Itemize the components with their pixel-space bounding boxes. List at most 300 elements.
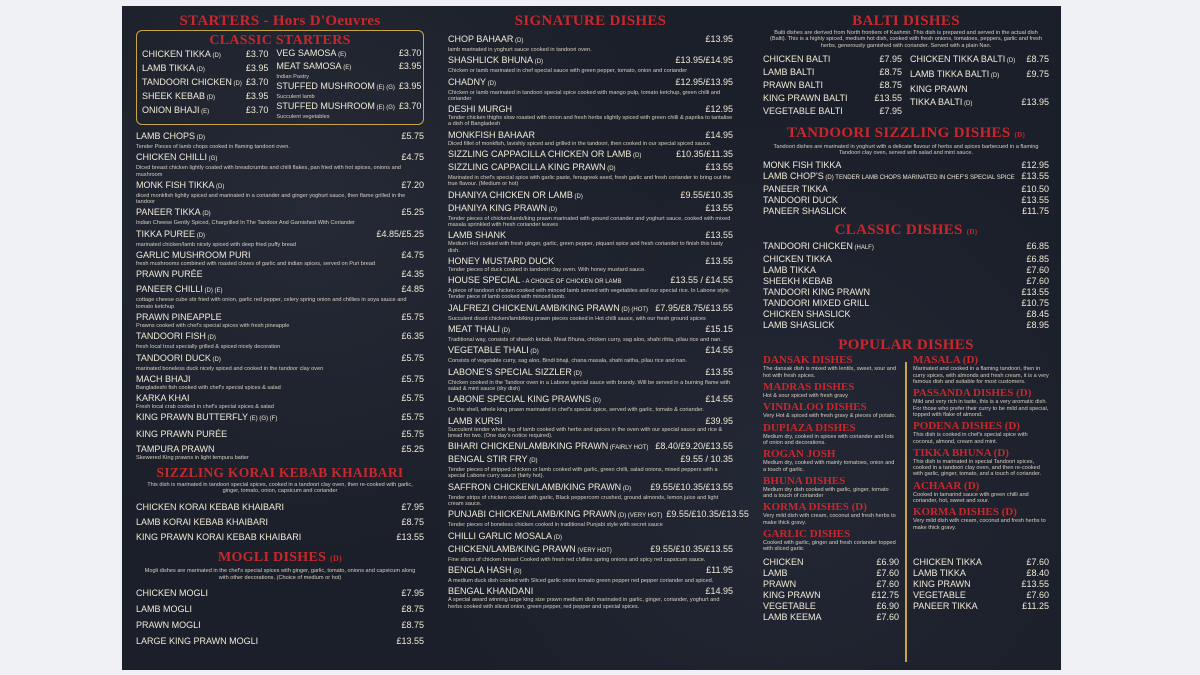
menu-item-name: STUFFED MUSHROOM (E) (G) xyxy=(276,81,395,91)
menu-item-desc: Medium Hot cooked with fresh ginger, garlic, green pepper, piquant spice and fresh coriander to finish this tasty dish. xyxy=(448,241,723,254)
menu-item-price: £8.45 xyxy=(1026,309,1049,320)
popular-dish-desc: This dish is marinated in special Tandoori spices, cooked in a tandoori clay oven, and then re-cooked with garlic, ginger, tomato, and a touch of coriander. xyxy=(913,458,1042,478)
menu-item-price: £12.75 xyxy=(871,589,899,600)
mogli-intro: Mogli dishes are marinated in the chef's special spices with ginger, garlic, tomato, onions and capsicum along with other decorations. (Choice of medium or hot) xyxy=(144,568,416,581)
menu-item-tag: (D) xyxy=(513,38,524,44)
classic-starters-left xyxy=(142,48,268,121)
menu-item-price: £12.95/£13.95 xyxy=(675,76,733,87)
menu-item-price: £12.95 xyxy=(705,104,733,115)
menu-item xyxy=(763,92,902,105)
menu-item xyxy=(136,152,424,165)
popular-dish-desc: Hot & sour spiced with fresh gravy xyxy=(763,393,848,400)
classic-starters-title: CLASSIC STARTERS xyxy=(209,33,351,48)
popular-dish-desc: The dansak dish is mixed with lentils, sweet, sour and hot with fresh spices. xyxy=(763,366,897,379)
popular-dish-desc: Very Hot & spiced with fresh gravy & pieces of potato. xyxy=(763,413,897,420)
menu-item-price: £6.90 xyxy=(876,600,899,611)
menu-item-price: £9.75 xyxy=(1026,68,1049,79)
menu-item-price: £13.95 xyxy=(705,34,733,44)
menu-item xyxy=(763,287,1049,298)
popular-dish-title: PASSANDA DISHES (D) xyxy=(913,387,1032,400)
menu-item-name: MONKFISH BAHAAR xyxy=(448,129,536,140)
menu-item-tag: (E) xyxy=(341,65,352,71)
classic-starters-right xyxy=(276,48,421,121)
menu-item xyxy=(448,55,733,68)
popular-right xyxy=(913,354,1049,554)
popular-dish-desc: Marinated and cooked in a flaming tandoori, then in curry spices, with almonds and fresh cream, it is a very famous dish and suitable for most customers. xyxy=(913,366,1049,386)
menu-item-tag: (D) xyxy=(621,485,632,492)
menu-item xyxy=(763,298,1049,309)
menu-item-tag: (D) xyxy=(527,458,538,465)
menu-item-name: TIKKA PUREE (D) xyxy=(136,228,206,239)
menu-item-tag: (E) xyxy=(199,109,210,115)
menu-item-name: LAMB CHOP'S (D) TENDER LAMB CHOPS MARINATED IN CHEF'S SPECIAL SPICE xyxy=(763,171,1015,182)
menu-item-price: £14.55 xyxy=(705,394,733,405)
popular-dish-title: ROGAN JOSH xyxy=(763,448,836,461)
menu-item-price: £12.95 xyxy=(1021,160,1049,171)
menu-item-desc: Traditional way, consists of sheekh kebab, Meat Bhuna, chicken curry, sag aloo, shahi rihta, pilau rice and nan. xyxy=(448,337,722,344)
menu-item-price: £8.75 xyxy=(879,79,902,90)
menu-item-price xyxy=(1045,83,1049,96)
menu-item xyxy=(448,275,733,288)
menu-item-tag: (D) xyxy=(590,398,601,405)
menu-item-price: £13.55 / £14.55 xyxy=(670,275,733,286)
menu-item-price: £6.90 xyxy=(876,556,899,567)
menu-item-name: KARKA KHAI xyxy=(136,393,190,404)
menu-item-name: CHICKEN SHASLICK xyxy=(763,309,851,320)
menu-item-name: LAMB TIKKA xyxy=(913,567,966,578)
menu-item xyxy=(136,412,424,425)
menu-item xyxy=(910,83,1049,96)
menu-item-desc: Tender Pieces of lamb chops cooked in flaming tandoori oven. xyxy=(136,144,290,150)
menu-item-tag: (D) xyxy=(194,67,205,73)
menu-item xyxy=(763,160,1049,171)
menu-item-price: £8.75 xyxy=(401,517,424,528)
menu-item-tag: (D) xyxy=(572,193,583,200)
menu-item-price: £3.70 xyxy=(398,101,422,111)
sizzling-korai-title: SIZZLING KORAI KEBAB KHAIBARI xyxy=(156,464,404,480)
popular-dish-desc: Medium dry dish cooked with garlic, ginger, tomato and a touch of coriander xyxy=(763,486,889,500)
menu-item xyxy=(763,265,1049,276)
popular-dish-title: BHUNA DISHES xyxy=(763,474,846,487)
menu-item xyxy=(448,544,733,557)
menu-item xyxy=(136,284,424,297)
menu-item xyxy=(763,557,899,568)
menu-item-tag: (D) xyxy=(528,349,539,356)
menu-item-name: LAMB TIKKA BALTI (D) xyxy=(910,68,1000,79)
menu-item-tag: (E) (G) xyxy=(374,85,395,91)
menu-item-name: CHICKEN TIKKA (D) xyxy=(142,49,221,59)
menu-item-price: £9.55/£10.35/£13.55 xyxy=(666,509,749,520)
tandoori-sizzling-title: TANDOORI SIZZLING DISHES (D) xyxy=(786,124,1026,141)
menu-item xyxy=(448,34,733,47)
menu-item-tag: (E) (G) xyxy=(374,105,395,111)
menu-item xyxy=(448,454,733,467)
signature-list xyxy=(448,34,749,610)
menu-item xyxy=(763,105,902,118)
menu-item-price: £7.60 xyxy=(1026,265,1049,276)
menu-item-price xyxy=(729,531,733,544)
menu-item-desc: Tender chicken thighs slow roasted with onion and fresh herbs slightly spiced with green chilli & paprika to tantalise a dish of Bangladesh xyxy=(448,115,733,128)
menu-item-tag: (D) xyxy=(500,328,511,335)
menu-item-price: £7.95 xyxy=(401,587,424,598)
menu-item-tag: (D) xyxy=(547,206,558,213)
menu-item-name: KING PRAWN KORAI KEBAB KHAIBARI xyxy=(136,532,302,543)
popular-left xyxy=(763,354,899,554)
menu-item-desc: Fresh local crab cooked in chef's special spices & salad xyxy=(136,404,274,411)
menu-item-name: LAMB xyxy=(763,567,788,578)
menu-item xyxy=(763,53,902,66)
popular-dish-desc: Very mild dish with cream, coconut and fresh herbs to make thick gravy. xyxy=(763,513,896,526)
menu-item-tag: (D) xyxy=(1005,57,1016,64)
menu-item-name: VEGETABLE xyxy=(763,600,816,611)
menu-item xyxy=(448,162,733,175)
menu-item-desc: Tender pieces of chicken/lamb/king prawn marinated with ground coriander and yoghurt sauce, cooked with mixed masala sprinkled with fresh coriander leaves xyxy=(448,215,731,228)
menu-item-desc: Indian Cheese Gently Spiced, Chargrilled In The Tandoor And Garnished With Coriander xyxy=(136,220,356,227)
balti-title: BALTI DISHES xyxy=(852,13,960,29)
menu-item-desc: lamb marinated in yoghurt sauce cooked in tandoori oven. xyxy=(448,47,592,53)
menu-item-price: £7.60 xyxy=(876,578,899,589)
menu-item-name: MONK FISH TIKKA xyxy=(763,160,842,171)
menu-item-name: KING PRAWN xyxy=(763,589,821,600)
menu-item xyxy=(763,601,899,612)
menu-item xyxy=(448,104,733,115)
menu-item xyxy=(913,590,1049,601)
menu-item xyxy=(763,79,902,92)
menu-item xyxy=(136,393,424,404)
menu-item-price: £5.75 xyxy=(401,352,424,363)
menu-item-name: PANEER TIKKA xyxy=(763,184,828,195)
menu-item-price: £5.75 xyxy=(401,412,424,423)
menu-item xyxy=(763,66,902,79)
menu-item-name: CHICKEN TIKKA BALTI (D) xyxy=(910,53,1016,64)
menu-item-name: SHEEKH KEBAB xyxy=(763,276,833,287)
menu-item xyxy=(276,101,421,114)
popular-dish-desc: Medium dry, cooked in spices with coriander and lots of onion and decorations. xyxy=(763,433,894,446)
column-signature xyxy=(448,12,749,612)
menu-item-price: £7.60 xyxy=(1026,276,1049,287)
menu-item-price: £14.95 xyxy=(705,586,733,597)
menu-item-name: TAMPURA PRAWN xyxy=(136,444,215,455)
menu-item-price: £13.55 xyxy=(396,635,424,646)
menu-item-price: £11.25 xyxy=(1022,600,1049,611)
popular-dish-desc: This dish is cooked in chef's special spice with coconut, almond, cream and mint. xyxy=(913,432,1028,445)
menu-item-price: £13.55 xyxy=(705,230,733,241)
menu-item xyxy=(136,617,424,633)
menu-item-desc: fresh local trout specially grilled & spiced nicely decoration xyxy=(136,344,281,351)
popular-dish-title: KORMA DISHES (D) xyxy=(913,506,1017,519)
menu-item-tag: (D) (HOT) xyxy=(619,306,649,313)
menu-item xyxy=(763,206,1049,217)
menu-item-name: LABONE SPECIAL KING PRAWNS (D) xyxy=(448,394,601,405)
menu-item-tag: (E) xyxy=(336,52,347,58)
menu-item-name: TANDOORI MIXED GRILL xyxy=(763,298,870,309)
menu-item-name: BIHARI CHICKEN/LAMB/KING PRAWN (FAIRLY HOT) xyxy=(448,441,649,452)
menu-item-desc: Tender pieces of duck cooked in tandoori clay oven. With honey mustard sauce. xyxy=(448,266,646,273)
menu-item xyxy=(448,586,733,597)
menu-item xyxy=(448,149,733,162)
menu-item xyxy=(136,633,424,649)
menu-item xyxy=(448,203,733,216)
menu-item-price: £7.20 xyxy=(401,179,424,190)
menu-item xyxy=(276,81,421,94)
menu-item xyxy=(136,530,424,545)
menu-item-desc: Chicken cooked in the Tandoor oven in a Labone special sauce with brandy. Will be served in a burning flame with salad & mint sauce (dry dish) xyxy=(448,379,731,392)
popular-dish-desc: Cooked in tamarind sauce with green chilli and coriander, hot, sweet and sour. xyxy=(913,491,1029,505)
menu-item-tag: (D) (VERY HOT) xyxy=(616,513,663,520)
menu-item-desc: marinated chicken/lamb nicely spiced with deep fried puffy bread xyxy=(136,241,297,248)
mogli-list xyxy=(136,585,424,649)
menu-item-price: £5.75 xyxy=(401,393,424,404)
menu-item-price: £8.75 xyxy=(401,619,424,630)
menu-item-name: SIZZLING CAPPACILLA KING PRAWN (D) xyxy=(448,162,616,173)
menu-item-desc: Succulent lamb xyxy=(276,94,315,100)
menu-item-price: £6.35 xyxy=(401,331,424,342)
menu-item-price: £9.55 / 10.35 xyxy=(680,454,733,465)
menu-item xyxy=(136,585,424,601)
menu-item-price: £14.95 xyxy=(705,129,733,140)
menu-item-name: CHICKEN TIKKA xyxy=(763,254,832,265)
menu-item-name: LAMB SHANK xyxy=(448,230,507,241)
classic-dishes-title: CLASSIC DISHES (D) xyxy=(834,222,978,239)
menu-item-price: £3.70 xyxy=(245,49,269,59)
menu-item-desc: Diced breast chicken lightly coated with breadcrumbs and chilli flakes, pan fried with hot spices, onions and mushroom xyxy=(136,165,401,178)
menu-item xyxy=(276,48,421,61)
classic-starters-box xyxy=(136,30,424,125)
menu-item xyxy=(448,230,733,241)
menu-item-name: BENGAL STIR FRY (D) xyxy=(448,454,538,465)
menu-item-price: £8.75 xyxy=(879,66,902,77)
menu-item-name: PANEER CHILLI (D) (E) xyxy=(136,284,223,295)
menu-item-tag: - A CHOICE OF CHICKEN OR LAMB xyxy=(520,279,622,286)
menu-item xyxy=(448,345,733,358)
popular-dish-title: DUPIAZA DISHES xyxy=(763,421,856,434)
menu-item-price: £7.60 xyxy=(876,611,899,622)
menu-item-tag: (D) xyxy=(210,53,221,59)
menu-item-price: £13.55 xyxy=(1021,195,1049,206)
menu-item-price: £13.55 xyxy=(705,366,733,377)
menu-item xyxy=(136,515,424,530)
korai-list xyxy=(136,500,424,545)
menu-item xyxy=(763,241,1049,254)
menu-item-desc: Chicken or lamb marinated in tandoori special spice cooked with mango pulp, tomato ketchup, green chilli and coriander xyxy=(448,89,721,102)
popular-divider xyxy=(905,362,907,662)
menu-item xyxy=(448,303,733,316)
menu-item-desc: Prawns cooked with chef's special spices with fresh pineapple xyxy=(136,322,290,329)
balti-left xyxy=(763,53,902,118)
menu-item-price: £7.60 xyxy=(1026,589,1049,600)
menu-item-name: KING PRAWN BALTI xyxy=(763,92,848,103)
menu-item xyxy=(763,254,1049,265)
menu-item-price: £14.55 xyxy=(705,345,733,356)
menu-item xyxy=(763,184,1049,195)
balti-right xyxy=(910,53,1049,118)
popular-dish-desc: Mild and very rich in taste, this is a very aromatic dish. For those who prefer their curry to be mild and special, topped with flake of almond. xyxy=(913,399,1049,418)
menu-item-desc: Indian Pastry xyxy=(276,74,310,80)
menu-item-name: HOUSE SPECIAL - A CHOICE OF CHICKEN OR LAMB xyxy=(448,275,622,286)
menu-item-name: KING PRAWN xyxy=(913,578,971,589)
menu-item xyxy=(763,568,899,579)
menu-item-name: CHOP BAHAAR (D) xyxy=(448,34,524,44)
menu-item-tag: (G) xyxy=(207,156,218,163)
menu-item-name: CHICKEN xyxy=(763,556,804,567)
menu-item xyxy=(763,171,1049,184)
starters-title: STARTERS - Hors D'Oeuvres xyxy=(179,13,381,29)
menu-item-desc: diced monkfish lightly spiced and marinated in a coriander and ginger yoghurt sauce, then flame grilled in the tandoor xyxy=(136,192,406,206)
menu-item-name: KING PRAWN BUTTERFLY (E) (G) (F) xyxy=(136,412,278,423)
menu-item-name: TANDOORI DUCK xyxy=(763,195,838,206)
mogli-title: MOGLI DISHES (D) xyxy=(217,550,343,566)
menu-item-name: LAMB KURSI xyxy=(448,415,503,426)
menu-item-name: SIZZLING CAPPACILLA CHICKEN OR LAMB (D) xyxy=(448,149,642,160)
menu-item xyxy=(142,62,268,76)
menu-item-name: SHEEK KEBAB (D) xyxy=(142,91,216,101)
menu-item-tag: (D) xyxy=(195,232,206,239)
menu-item-price: £13.55 xyxy=(1021,287,1049,298)
menu-item-price: £11.75 xyxy=(1022,206,1049,217)
menu-item-name: BENGAL KHANDANI xyxy=(448,586,534,597)
starters-list xyxy=(136,131,424,462)
menu-item-tag: (D) xyxy=(511,568,522,575)
menu-item-price: £9.55/£10.35/£13.55 xyxy=(650,543,733,554)
menu-item-tag: (D) xyxy=(989,72,1000,79)
menu-item xyxy=(448,367,733,380)
menu-item-name: CHICKEN CHILLI (G) xyxy=(136,152,218,163)
menu-item-price: £6.85 xyxy=(1026,241,1049,252)
menu-item-desc: A medium duck dish cooked with Sliced garlic onion tomato green pepper red pepper coriander and spiced. xyxy=(448,577,714,584)
menu-item-price: £5.75 xyxy=(401,429,424,440)
popular-dish-title: GARLIC DISHES xyxy=(763,528,851,541)
menu-item-price: £8.40 xyxy=(1026,567,1049,578)
menu-item-price: £13.55 xyxy=(396,532,424,543)
menu-item-name: CHICKEN BALTI xyxy=(763,53,831,64)
menu-item xyxy=(913,557,1049,568)
menu-item-name: TANDOORI DUCK (D) xyxy=(136,352,221,363)
menu-item-name: PRAWN xyxy=(763,578,797,589)
menu-item xyxy=(136,331,424,344)
menu-item-name: LARGE KING PRAWN MOGLI xyxy=(136,635,259,646)
menu-item-tag: (D) xyxy=(552,534,563,541)
menu-item-name: TIKKA BALTI (D) xyxy=(910,96,973,107)
menu-item xyxy=(448,130,733,141)
menu-item xyxy=(448,441,733,454)
popular-dish-title: PODENA DISHES (D) xyxy=(913,420,1020,433)
menu-item-name: PRAWN PINEAPPLE xyxy=(136,311,222,322)
menu-item-name: LAMB BALTI xyxy=(763,66,815,77)
menu-item xyxy=(763,590,899,601)
menu-item-tag: (D) xyxy=(486,80,497,87)
menu-item-price: £8.95 xyxy=(1026,320,1049,331)
menu-item-tag: (D) xyxy=(214,183,225,190)
menu-item-price: £13.55 xyxy=(705,162,733,173)
menu-item-desc: cottage cheese cube stir fried with onion, garlic red pepper, celery spring onion and chillies in soya sauce and tomato ketchup xyxy=(136,297,407,310)
menu-item xyxy=(136,429,424,440)
menu-item-name: DHANIYA KING PRAWN (D) xyxy=(448,202,558,213)
menu-item-name: LAMB TIKKA xyxy=(763,265,816,276)
menu-item-price: £3.95 xyxy=(245,63,269,73)
menu-item-price: £4.85 xyxy=(401,284,424,295)
menu-item-desc: Succulent tender whole leg of lamb cooked with herbs and spices in the oven with our special sauce and rice & bread for two. (One day's notice required). xyxy=(448,426,723,439)
menu-item-price: £15.15 xyxy=(705,324,733,335)
menu-item-tag: (D) xyxy=(605,166,616,173)
menu-item-name: PANEER SHASLICK xyxy=(763,206,847,217)
signature-title: SIGNATURE DISHES xyxy=(514,13,667,29)
menu-item-price: £8.75 xyxy=(1026,53,1049,64)
menu-item-price: £5.25 xyxy=(401,444,424,455)
menu-item xyxy=(910,96,1049,111)
menu-item-name: STUFFED MUSHROOM (E) (G) xyxy=(276,101,395,111)
menu-item-price: £9.55/£10.35/£13.55 xyxy=(650,481,733,492)
menu-item-name: PUNJABI CHICKEN/LAMB/KING PRAWN (D) (VERY HOT) xyxy=(448,509,663,520)
menu-item-tag: (D) xyxy=(962,100,973,107)
classic-dishes-list xyxy=(760,241,1052,331)
popular-dish-title: TIKKA BHUNA (D) xyxy=(913,446,1009,459)
popular-dish-title: VINDALOO DISHES xyxy=(763,401,867,414)
menu-item-desc: Chicken or lamb marinated in chef special sauce with green pepper, tomato, onion and coriander xyxy=(448,68,688,75)
menu-item xyxy=(136,180,424,193)
menu-item xyxy=(913,601,1049,612)
menu-item-name: JALFREZI CHICKEN/LAMB/KING PRAWN (D) (HOT) xyxy=(448,302,649,313)
menu-item-tag: (D) xyxy=(210,356,221,363)
menu-item xyxy=(448,190,733,203)
menu-item-price: £5.75 xyxy=(401,131,424,141)
menu-item-tag: (D) xyxy=(205,95,216,101)
menu-item-price: £9.55/£10.35 xyxy=(680,189,733,200)
tandoori-sizzling-intro: Tandoori dishes are marinated in yoghurt with a delicate flavour of herbs and spices barbecued in a flaming Tandoori clay oven, served with salad and mint sauce. xyxy=(773,143,1039,157)
menu-item-name: MEAT SAMOSA (E) xyxy=(276,61,352,71)
menu-item-price: £7.95 xyxy=(879,105,902,116)
menu-item xyxy=(448,416,733,427)
menu-item xyxy=(763,320,1049,331)
menu-sheet xyxy=(122,6,1061,670)
menu-item-tag: (D) xyxy=(205,335,216,342)
menu-item-desc: Tender pieces of stripped chicken or lamb cooked with garlic, green chilli, salad onions, mixed peppers with a special Labone curry sauce (fairly hot). xyxy=(448,467,718,480)
popular-prices-right xyxy=(913,557,1049,623)
menu-item-tag: (HALF) xyxy=(852,245,874,252)
menu-item-name: KING PRAWN PURÉE xyxy=(136,429,228,440)
menu-item-price: £13.55 xyxy=(1021,171,1049,182)
menu-item-price: £8.40/£9.20/£13.55 xyxy=(655,441,733,452)
menu-item xyxy=(448,77,733,90)
menu-item-name: CHICKEN KORAI KEBAB KHAIBARI xyxy=(136,502,285,513)
menu-item-desc: Succulent vegetables xyxy=(276,114,330,120)
menu-item-price: £5.25 xyxy=(401,207,424,218)
menu-item xyxy=(136,444,424,455)
menu-item-price: £13.55 xyxy=(705,202,733,213)
menu-item-price: £13.55 xyxy=(705,255,733,266)
menu-item-desc: Bangladeshi fish cooked with chef's special spices & salad xyxy=(136,384,281,391)
menu-item-price: £5.75 xyxy=(401,373,424,384)
menu-item xyxy=(448,531,733,544)
menu-item-desc: fresh mushrooms combined with roasted cloves of garlic and indian spices, served on Puri bread xyxy=(136,261,376,268)
menu-item-price: £10.35/£11.35 xyxy=(676,149,733,160)
popular-dish-desc: Very mild dish with cream, coconut and fresh herbs to make thick gravy. xyxy=(913,518,1046,531)
menu-item-name: CHADNY (D) xyxy=(448,76,497,87)
menu-item-name: DESHI MURGH xyxy=(448,104,513,115)
menu-item xyxy=(142,90,268,104)
menu-item xyxy=(136,131,424,144)
menu-item-desc: Diced fillet of monkfish, lavishly spiced and grilled in the tandoori, then cooked in our special spiced sauce. xyxy=(448,140,712,147)
menu-item xyxy=(136,353,424,366)
menu-item-price: £7.95 xyxy=(879,53,902,64)
menu-item-name: PRAWN PURÉE xyxy=(136,269,203,280)
menu-item xyxy=(136,374,424,385)
menu-item-name: LAMB KEEMA xyxy=(763,611,822,622)
menu-item-name: PANEER TIKKA (D) xyxy=(136,207,211,218)
menu-item-price: £3.95 xyxy=(398,61,422,71)
menu-item-price: £3.70 xyxy=(398,48,422,58)
menu-item-name: VEGETABLE xyxy=(913,589,966,600)
menu-item-price: £39.95 xyxy=(705,415,733,426)
